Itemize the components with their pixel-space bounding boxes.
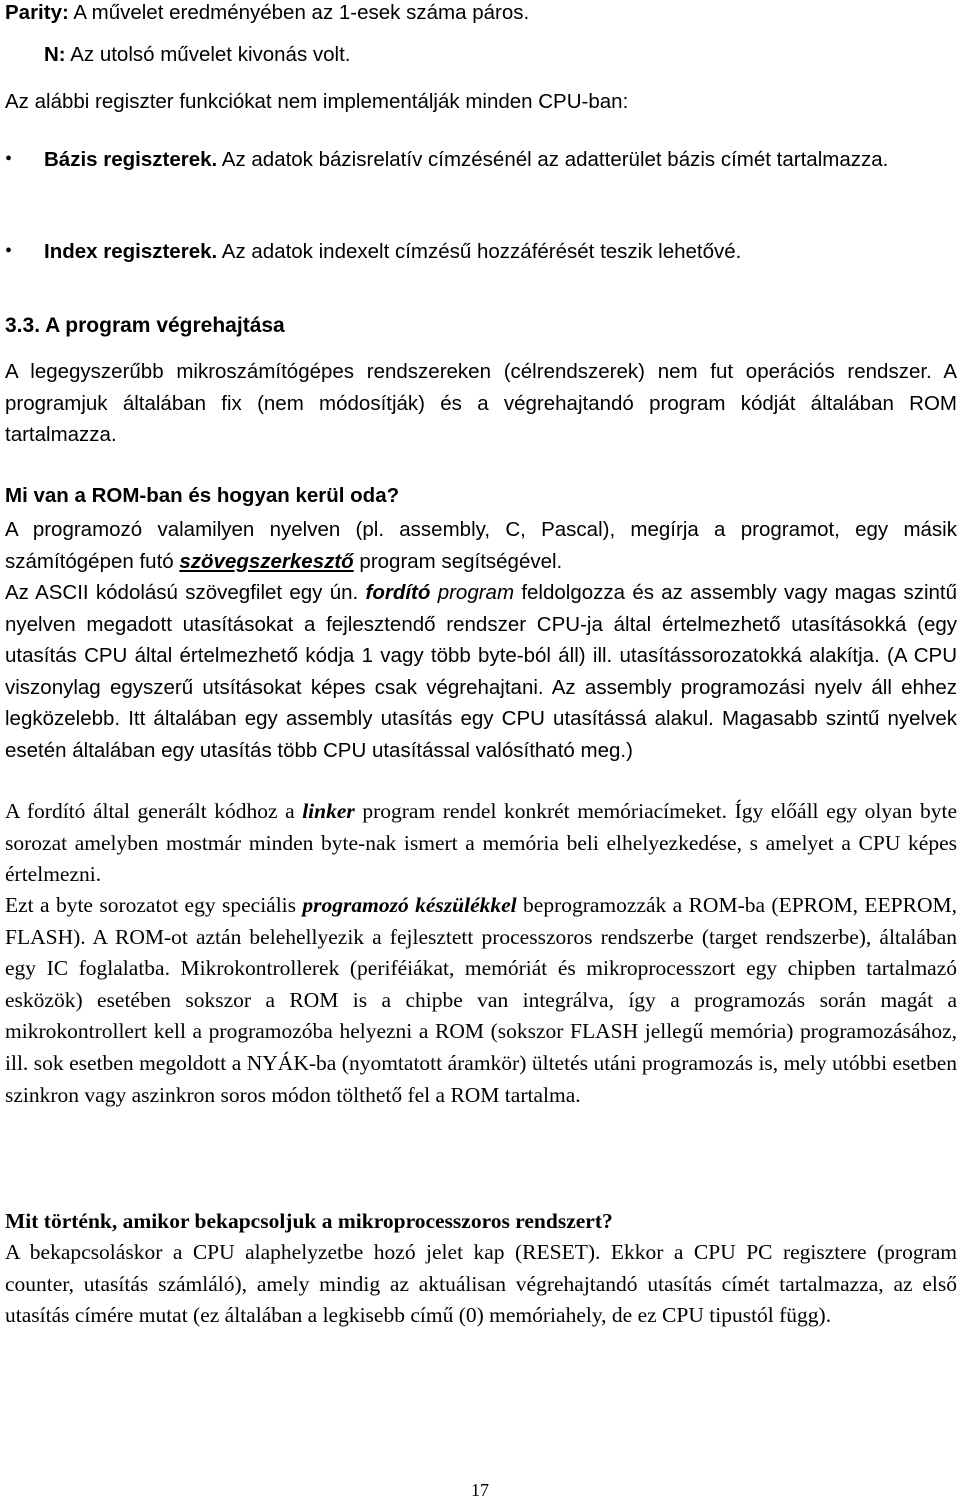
bullet-1-label: Bázis regiszterek. — [44, 148, 218, 171]
paragraph-compiler — [5, 577, 957, 767]
parity-line — [5, 0, 957, 29]
paragraph-programmer — [5, 514, 957, 577]
p5-text-a: Ezt a byte sorozatot egy speciális — [5, 893, 303, 917]
bullet-2-marker: • — [5, 240, 13, 262]
parity-label: Parity: — [5, 1, 69, 24]
question-poweron: Mit történk, amikor bekapcsoljuk a mikroprocesszoros rendszert? — [5, 1209, 613, 1233]
p3-emphasis-1: fordító — [365, 581, 431, 604]
n-text: Az utolsó művelet kivonás volt. — [65, 43, 351, 66]
bullet-1 — [44, 144, 957, 176]
bullet-2-text: Az adatok indexelt címzésű hozzáférését teszik lehetővé. — [217, 240, 742, 263]
bullet-1-text: Az adatok bázisrelatív címzésénél az adatterület bázis címét tartalmazza. — [217, 148, 889, 171]
intro-line: Az alábbi regiszter funkciókat nem implementálják minden CPU-ban: — [5, 90, 629, 113]
p4-emphasis: linker — [302, 799, 355, 823]
paragraph-programmer-device — [5, 890, 957, 1111]
paragraph-intro: A legegyszerűbb mikroszámítógépes rendszereken (célrendszerek) nem fut operációs rendszer. A programjuk általában fix (nem módosítják) és a végrehajtandó program kódját általában ROM tartalmazza. — [5, 360, 957, 447]
p4-text-a: A fordító által generált kódhoz a — [5, 799, 303, 823]
p4-text-b: program rendel konkrét memóriacímeket. Így előáll egy olyan byte sorozat amelyben mostmár minden byte-nak ismert a memória beli elhelyezkedése, s amelyet a CPU képes értelmezni. — [5, 799, 957, 887]
parity-text: A művelet eredményében az 1-esek száma páros. — [68, 1, 530, 24]
section-heading: 3.3. A program végrehajtása — [5, 314, 285, 337]
p3-text-b: feldolgozza és az assembly vagy magas szintű nyelven megadott utasításokat a fejlesztendő rendszer CPU-ja által értelmezhető utasításokká (egy utasítás CPU által értelmezhető kódja 1 vagy több byte-ból áll) ill. utasítássorozatokká alakítja. (A CPU viszonylag egyszerű utsításokat képes csak végrehajtani. Az assembly programozási nyelv áll ehhez legközelebb. Itt általában egy assembly utasítás egy CPU utasítássá alakul. Magasabb szintű nyelvek esetén általában egy utasítás több CPU utasítással valósítható meg.) — [5, 581, 957, 762]
page-number: 17 — [471, 1480, 489, 1500]
p5-text-b: beprogramozzák a ROM-ba (EPROM, EEPROM, FLASH). A ROM-ot aztán belehellyezik a fejlesztett processzoros rendszerbe (target rendszerbe), általában egy IC foglalatba. Mikrokontrollerek (periféiákat, memóriát és mikroprocesszort egy chipben tartalmazó esközök) esetében sokszor a ROM is a chipbe van integrálva, így a programozás során magát a mikrokontrollert kell a programozóba helyezni a ROM (sokszor FLASH jellegű memória) programozásához, ill. sok esetben megoldott a NYÁK-ba (nyomtatott áramkör) ültetés utáni programozás is, mely utóbbi esetben szinkron vagy aszinkron soros módon tölthető fel a ROM tartalma. — [5, 893, 957, 1107]
paragraph-reset: A bekapcsoláskor a CPU alaphelyzetbe hozó jelet kap (RESET). Ekkor a CPU PC regisztere (program counter, utasítás számláló), amely mindig az aktuálisan végrehajtandó utasítás címét tartalmazza, az első utasítás címére mutat (ez általában a legkisebb című (0) memóriahely, de ez CPU tipustól függ). — [5, 1240, 957, 1328]
n-flag-line — [44, 39, 957, 71]
p2-tail: program segítségével. — [353, 549, 563, 573]
p3-text-a: Az ASCII kódolású szövegfilet egy ún. — [5, 581, 366, 604]
bullet-1-marker: • — [5, 148, 13, 170]
paragraph-linker — [5, 796, 957, 891]
bullet-2-label: Index regiszterek. — [44, 240, 218, 263]
bullet-2 — [44, 236, 957, 268]
p2-emphasis: szövegszerkesztő — [179, 549, 354, 573]
p3-emphasis-2: program — [437, 581, 515, 604]
p2-text: A programozó valamilyen nyelven (pl. assembly, C, Pascal), megírja a programot, egy másik számítógépen futó — [5, 518, 957, 573]
p5-emphasis: programozó készülékkel — [302, 893, 517, 917]
question-rom: Mi van a ROM-ban és hogyan kerül oda? — [5, 484, 400, 507]
n-label: N: — [44, 43, 66, 66]
